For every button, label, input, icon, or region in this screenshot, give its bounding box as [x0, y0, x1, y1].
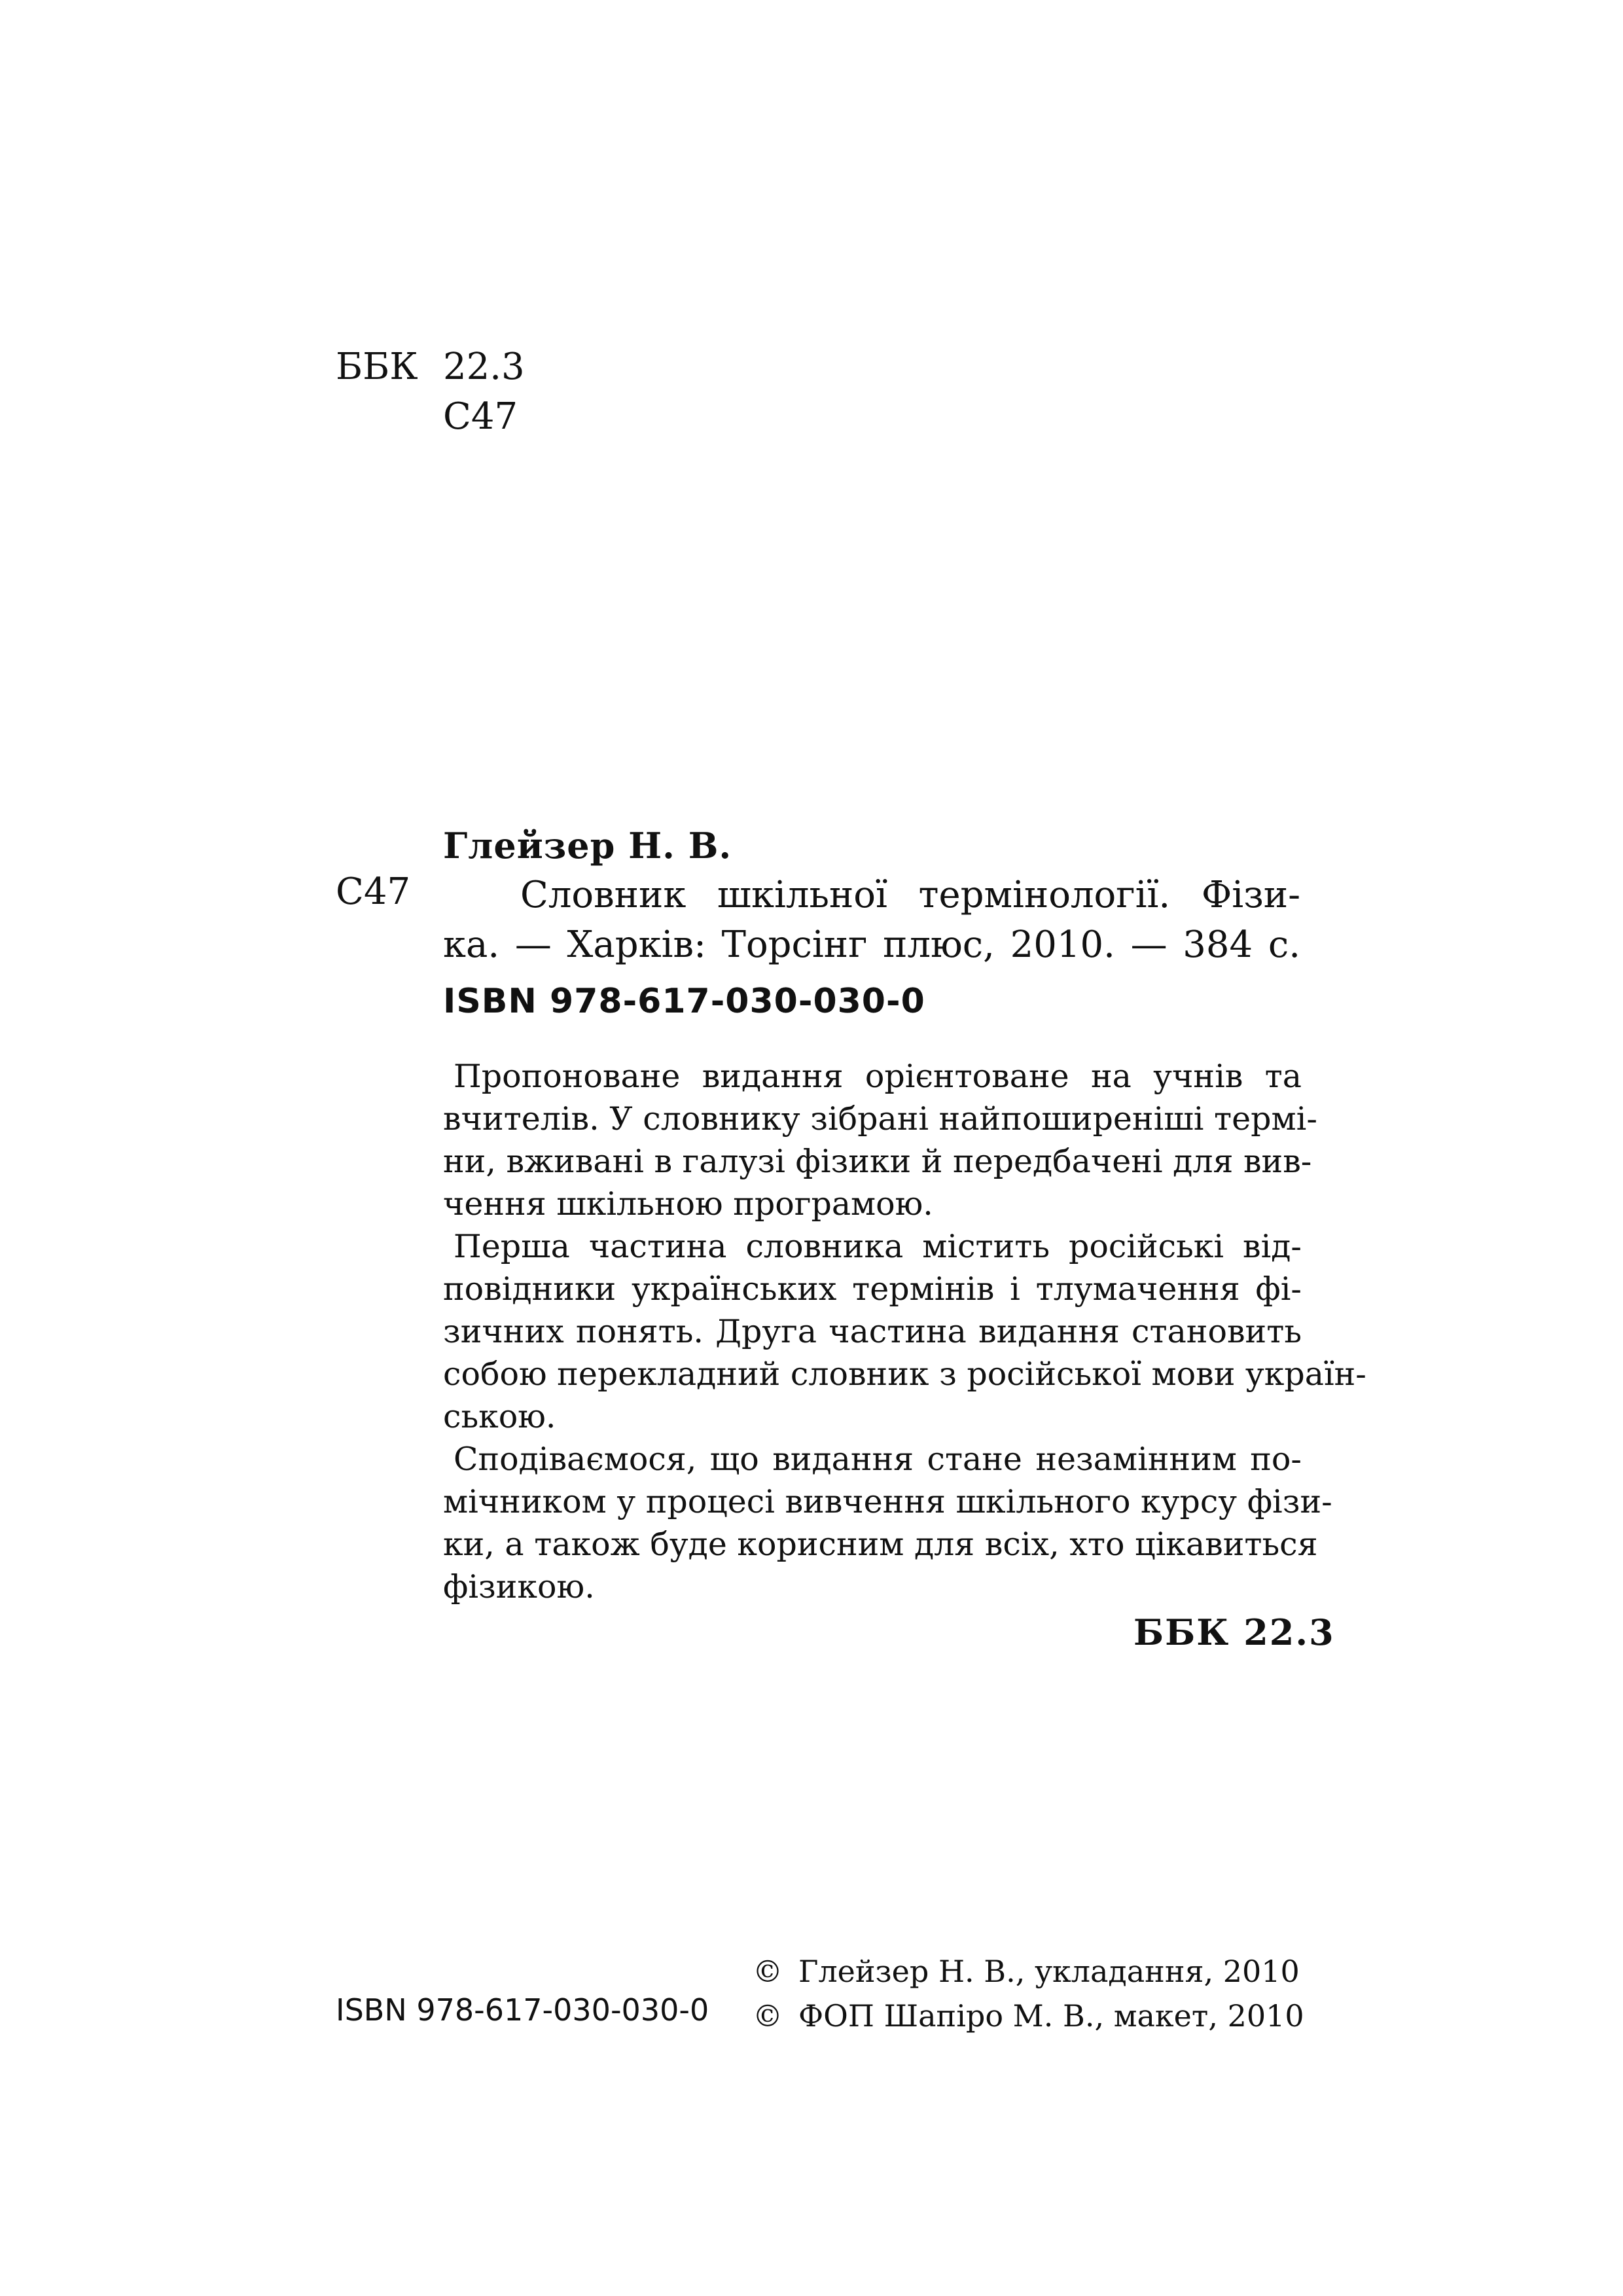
copyright-text: Глейзер Н. В., укладання, 2010: [798, 1954, 1300, 1989]
annotation: [443, 1055, 1366, 1608]
title-description: [443, 870, 1300, 970]
annotation-line: Перша частина словника містить російські від-: [454, 1228, 1302, 1265]
copyright-icon: ©: [753, 1998, 783, 2034]
copyright-line: [753, 1949, 1304, 1994]
author-code-record: С47: [336, 870, 411, 913]
annotation-line: собою перекладний словник з російської мови україн-: [443, 1355, 1366, 1393]
isbn-footer: ISBN 978-617-030-030-0: [336, 1992, 709, 2028]
annotation-line: чення шкільною програмою.: [443, 1185, 933, 1223]
annotation-line: повідники українських термінів і тлумачення фі-: [443, 1270, 1302, 1308]
copyright-text: ФОП Шапіро М. В., макет, 2010: [798, 1998, 1304, 2034]
copyright-icon: ©: [753, 1954, 783, 1989]
annotation-line: зичних понять. Друга частина видання становить: [443, 1313, 1302, 1350]
isbn-main: ISBN 978-617-030-030-0: [443, 982, 925, 1021]
annotation-line: ською.: [443, 1398, 556, 1435]
annotation-line: мічником у процесі вивчення шкільного курсу фізи-: [443, 1483, 1332, 1520]
title-line: Словник шкільної термінології. Фізи-: [520, 874, 1300, 916]
title-line: ка. — Харків: Торсінг плюс, 2010. — 384 с.: [443, 924, 1300, 966]
annotation-line: ки, а також буде корисним для всіх, хто цікавиться: [443, 1526, 1318, 1563]
copyright-line: [753, 1994, 1304, 2038]
annotation-line: ни, вживані в галузі фізики й передбачені для вив-: [443, 1143, 1312, 1180]
annotation-line: Пропоноване видання орієнтоване на учнів та: [454, 1058, 1302, 1095]
annotation-line: фізикою.: [443, 1568, 595, 1605]
bbk-number-top: 22.3: [443, 346, 525, 388]
author-name: Глейзер Н. В.: [443, 825, 732, 867]
bbk-label-top: ББК: [336, 346, 418, 388]
copyright-block: [753, 1949, 1304, 2038]
author-code-top: С47: [443, 395, 518, 438]
annotation-line: Сподіваємося, що видання стане незамінним по-: [454, 1441, 1302, 1478]
annotation-line: вчителів. У словнику зібрані найпоширеніші термі-: [443, 1100, 1317, 1138]
bbk-bottom: ББК 22.3: [1133, 1611, 1335, 1653]
